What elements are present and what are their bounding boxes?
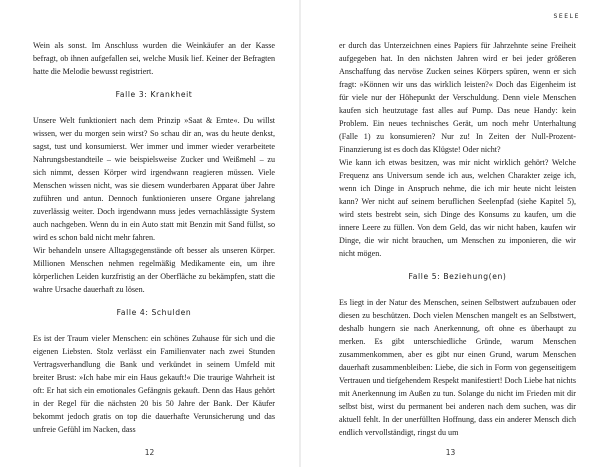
left-paragraph-2: Unsere Welt funktioniert nach dem Prinzip »Saat & Ernte«. Du willst wissen, wer du morgen sein wirst? So schau dir an, was du heute denkst, sagst, tust und konsumierst. Wer immer und immer wieder verarbeitete Nahrungsbestandteile – wie beispielsweise Zucker und Weißmehl – zu sich nimmt, dessen Körper wird irgendwann reagieren müssen. Viele Menschen wissen nicht, was sie diesem wunderbaren Apparat über Jahre zuführen und antun. Dennoch funktionieren unsere Organe jahrelang zuverlässig weiter. Doch irgendwann muss jedes vernachlässigte System auch nachgeben. Wenn du in ein Auto statt mit Benzin mit Sand füllst, so wird es schon bald nicht mehr fahren.	[33, 116, 275, 242]
left-paragraph-3: Wir behandeln unsere Alltagsgegenstände oft besser als unseren Körper. Millionen Menschen nehmen regelmäßig Medikamente ein, um ihre körperlichen Leiden kurzfristig an der Oberfläche zu bekämpfen, statt die wahre Ursache dauerhaft zu lösen.	[33, 246, 275, 294]
section-heading-schulden: Falle 4: Schulden	[116, 308, 192, 317]
left-page-number: 12	[144, 448, 155, 457]
section-heading-beziehungen: Falle 5: Beziehung(en)	[408, 272, 507, 281]
running-head: SEELE	[553, 13, 580, 20]
right-paragraph-3: Es liegt in der Natur des Menschen, seinen Selbstwert aufzubauen oder diesen zu beschützen. Doch vielen Menschen mangelt es an Selbstwert, deshalb hungern sie nach Anerkennung, oft ohne es überhaupt zu merken. Es gibt unterschiedliche Gründe, warum Menschen zusammenkommen, aber es gibt nur einen Grund, warum Menschen dauerhaft zusammenbleiben: Liebe, die sich in Form von gegenseitigem Vertrauen und tiefgehendem Respekt manifestiert! Doch Liebe hat nichts mit Anerkennung im Außen zu tun. Solange du nicht im Frieden mit dir selbst bist, wirst du permanent bei anderen nach dem suchen, was dir aktuell fehlt. In der unerfüllten Hoffnung, dass ein anderer Mensch dich endlich vervollständigt, ringst du um	[339, 298, 576, 437]
left-page	[0, 0, 299, 467]
left-paragraph-4: Es ist der Traum vieler Menschen: ein schönes Zuhause für sich und die eigenen Liebsten. Stolz verlässt ein Familienvater nach zwei Stunden Vertragsverhandlung die Bank und verkündet in seinem Umfeld mit breiter Brust: »Ich habe mir ein Haus gekauft!« Die traurige Wahrheit ist oft: Er hat sich ein emotionales Gefängnis gekauft. Denn das Haus gehört in der Regel für die nächsten 20 bis 50 Jahre der Bank. Der Käufer bekommt jedoch gratis on top die dauerhafte Verunsicherung und das unfreie Gefühl im Nacken, dass	[33, 334, 275, 434]
section-heading-krankheit: Falle 3: Krankheit	[115, 90, 193, 99]
right-paragraph-2: Wie kann ich etwas besitzen, was mir nicht wirklich gehört? Welche Frequenz ans Universum sende ich aus, welchen Charakter zeige ich, wenn ich Dinge in Anspruch nehme, die ich mir heute nicht leisten kann? Wer nicht auf seinem beruflichen Seelenpfad (siehe Kapitel 5), wird stets bestrebt sein, sich Dinge des Konsums zu kaufen, um die innere Leere zu füllen. Von dem Geld, das wir nicht haben, kaufen wir Dinge, die wir nicht brauchen, um Menschen zu imponieren, die wir nicht mögen.	[339, 158, 576, 258]
right-page	[301, 0, 600, 467]
right-page-number: 13	[445, 448, 456, 457]
left-paragraph-1: Wein als sonst. Im Anschluss wurden die Weinkäufer an der Kasse befragt, ob ihnen aufgefallen sei, welche Musik lief. Keiner der Befragten hatte die Melodie bewusst registriert.	[33, 41, 275, 76]
right-paragraph-1: er durch das Unterzeichnen eines Papiers für Jahrzehnte seine Freiheit aufgegeben hat. In den nächsten Jahren wird er bei jeder größeren Anschaffung das nervöse Zucken seines Körpers spüren, wenn er sich fragt: »Können wir uns das wirklich leisten?« Doch das Eigenheim ist für viele nur der Höhepunkt der Verschuldung. Denn viele Menschen kaufen sich heutzutage fast alles auf Pump. Das neue Handy: kein Problem. Ein neues technisches Gerät, um noch mehr Unterhaltung (Falle 1) zu konsumieren? Nur zu! In Zeiten der Null-Prozent-Finanzierung ist es doch das Klügste! Oder nicht?	[339, 41, 576, 154]
